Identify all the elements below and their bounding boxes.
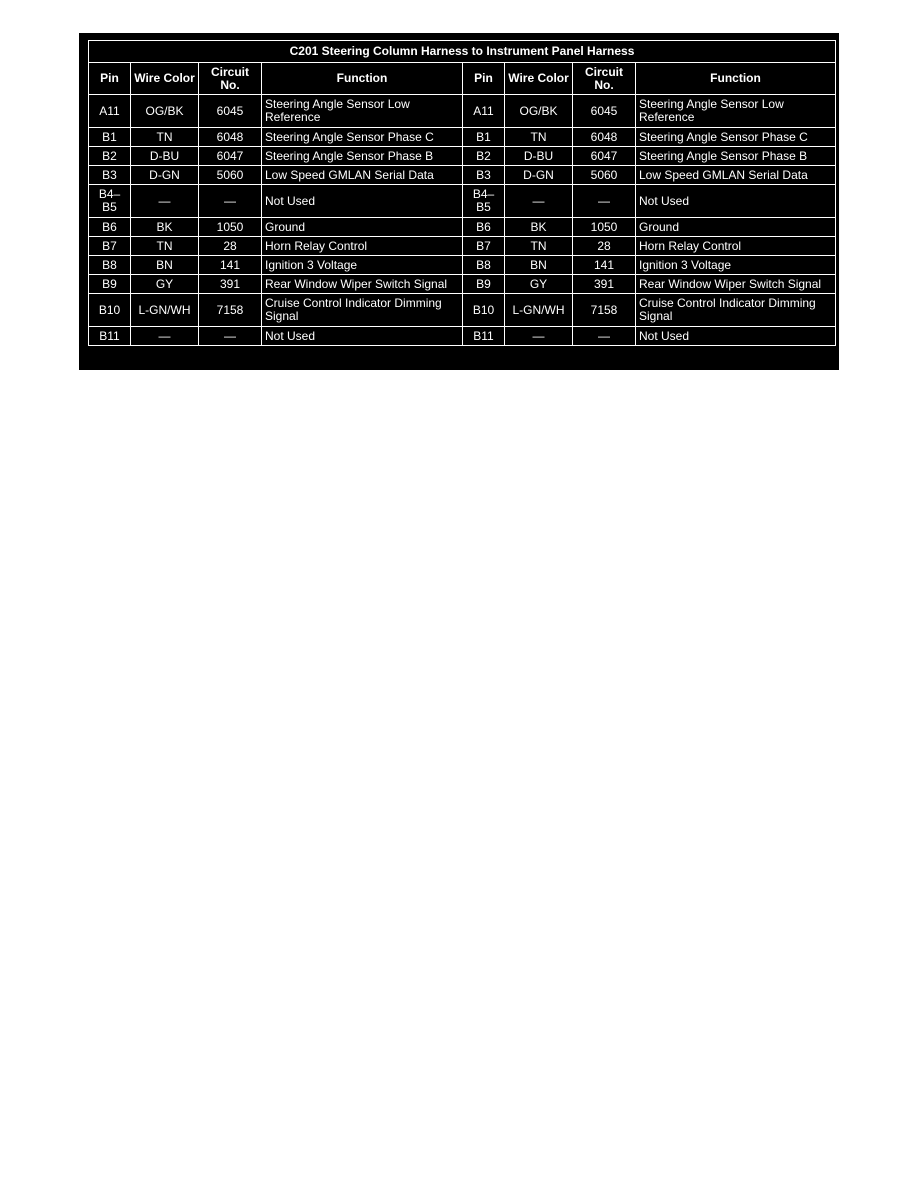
cell-function: Cruise Control Indicator Dimming Signal <box>636 294 836 327</box>
header-pin: Pin <box>463 63 505 95</box>
cell-circuit: — <box>573 327 636 346</box>
cell-pin: B1 <box>463 128 505 147</box>
cell-wire-color: — <box>505 327 573 346</box>
cell-wire-color: BK <box>505 218 573 237</box>
cell-pin: B6 <box>89 218 131 237</box>
cell-function: Cruise Control Indicator Dimming Signal <box>262 294 463 327</box>
cell-function: Ignition 3 Voltage <box>262 256 463 275</box>
cell-pin: B10 <box>89 294 131 327</box>
header-pin: Pin <box>89 63 131 95</box>
cell-pin: B2 <box>463 147 505 166</box>
cell-circuit: 28 <box>573 237 636 256</box>
table-row <box>89 327 836 346</box>
cell-pin: B1 <box>89 128 131 147</box>
cell-circuit: 6045 <box>199 95 262 128</box>
cell-function: Ground <box>636 218 836 237</box>
cell-wire-color: TN <box>131 237 199 256</box>
cell-function: Low Speed GMLAN Serial Data <box>262 166 463 185</box>
cell-wire-color: — <box>131 185 199 218</box>
cell-circuit: — <box>199 185 262 218</box>
header-circuit-no: Circuit No. <box>199 63 262 95</box>
cell-pin: B10 <box>463 294 505 327</box>
cell-wire-color: GY <box>131 275 199 294</box>
cell-pin: B4–B5 <box>89 185 131 218</box>
cell-function: Horn Relay Control <box>262 237 463 256</box>
cell-function: Not Used <box>262 185 463 218</box>
table-row <box>89 294 836 327</box>
cell-wire-color: — <box>131 327 199 346</box>
cell-function: Steering Angle Sensor Phase C <box>636 128 836 147</box>
table-row <box>89 185 836 218</box>
cell-circuit: 5060 <box>199 166 262 185</box>
cell-pin: B9 <box>463 275 505 294</box>
cell-circuit: 1050 <box>199 218 262 237</box>
table-row <box>89 166 836 185</box>
table-row <box>89 218 836 237</box>
cell-function: Steering Angle Sensor Low Reference <box>636 95 836 128</box>
cell-wire-color: D-BU <box>505 147 573 166</box>
cell-wire-color: L-GN/WH <box>505 294 573 327</box>
cell-function: Steering Angle Sensor Low Reference <box>262 95 463 128</box>
cell-pin: A11 <box>89 95 131 128</box>
cell-wire-color: BN <box>131 256 199 275</box>
cell-circuit: — <box>199 327 262 346</box>
cell-wire-color: L-GN/WH <box>131 294 199 327</box>
cell-pin: B7 <box>463 237 505 256</box>
cell-wire-color: D-GN <box>131 166 199 185</box>
cell-wire-color: TN <box>131 128 199 147</box>
cell-function: Not Used <box>262 327 463 346</box>
header-row <box>89 63 836 95</box>
cell-wire-color: GY <box>505 275 573 294</box>
cell-pin: B2 <box>89 147 131 166</box>
table-row <box>89 256 836 275</box>
cell-pin: B9 <box>89 275 131 294</box>
cell-circuit: 6045 <box>573 95 636 128</box>
cell-circuit: — <box>573 185 636 218</box>
table-row <box>89 147 836 166</box>
table-row <box>89 95 836 128</box>
cell-pin: B8 <box>89 256 131 275</box>
cell-circuit: 7158 <box>199 294 262 327</box>
header-function: Function <box>636 63 836 95</box>
cell-wire-color: OG/BK <box>505 95 573 128</box>
cell-wire-color: D-BU <box>131 147 199 166</box>
table-row <box>89 237 836 256</box>
cell-function: Ignition 3 Voltage <box>636 256 836 275</box>
cell-wire-color: BN <box>505 256 573 275</box>
connector-table-panel <box>79 33 839 370</box>
cell-pin: B4–B5 <box>463 185 505 218</box>
header-wire-color: Wire Color <box>131 63 199 95</box>
cell-function: Low Speed GMLAN Serial Data <box>636 166 836 185</box>
cell-circuit: 141 <box>199 256 262 275</box>
cell-wire-color: TN <box>505 128 573 147</box>
cell-wire-color: — <box>505 185 573 218</box>
cell-circuit: 6048 <box>573 128 636 147</box>
header-function: Function <box>262 63 463 95</box>
cell-wire-color: D-GN <box>505 166 573 185</box>
cell-circuit: 28 <box>199 237 262 256</box>
cell-function: Not Used <box>636 327 836 346</box>
cell-function: Steering Angle Sensor Phase B <box>262 147 463 166</box>
cell-circuit: 141 <box>573 256 636 275</box>
cell-function: Ground <box>262 218 463 237</box>
table-row <box>89 275 836 294</box>
cell-function: Horn Relay Control <box>636 237 836 256</box>
cell-function: Steering Angle Sensor Phase B <box>636 147 836 166</box>
cell-pin: B8 <box>463 256 505 275</box>
cell-wire-color: OG/BK <box>131 95 199 128</box>
cell-function: Steering Angle Sensor Phase C <box>262 128 463 147</box>
cell-pin: B6 <box>463 218 505 237</box>
table-title: C201 Steering Column Harness to Instrument Panel Harness <box>89 41 836 63</box>
cell-circuit: 7158 <box>573 294 636 327</box>
cell-function: Not Used <box>636 185 836 218</box>
cell-circuit: 391 <box>573 275 636 294</box>
cell-pin: B11 <box>89 327 131 346</box>
connector-pinout-table <box>88 40 836 346</box>
cell-wire-color: BK <box>131 218 199 237</box>
cell-function: Rear Window Wiper Switch Signal <box>636 275 836 294</box>
cell-circuit: 5060 <box>573 166 636 185</box>
cell-pin: B7 <box>89 237 131 256</box>
header-circuit-no: Circuit No. <box>573 63 636 95</box>
cell-circuit: 1050 <box>573 218 636 237</box>
cell-circuit: 391 <box>199 275 262 294</box>
cell-circuit: 6047 <box>573 147 636 166</box>
cell-wire-color: TN <box>505 237 573 256</box>
cell-pin: A11 <box>463 95 505 128</box>
cell-circuit: 6048 <box>199 128 262 147</box>
table-row <box>89 128 836 147</box>
cell-circuit: 6047 <box>199 147 262 166</box>
cell-pin: B3 <box>89 166 131 185</box>
header-wire-color: Wire Color <box>505 63 573 95</box>
cell-pin: B11 <box>463 327 505 346</box>
cell-pin: B3 <box>463 166 505 185</box>
cell-function: Rear Window Wiper Switch Signal <box>262 275 463 294</box>
